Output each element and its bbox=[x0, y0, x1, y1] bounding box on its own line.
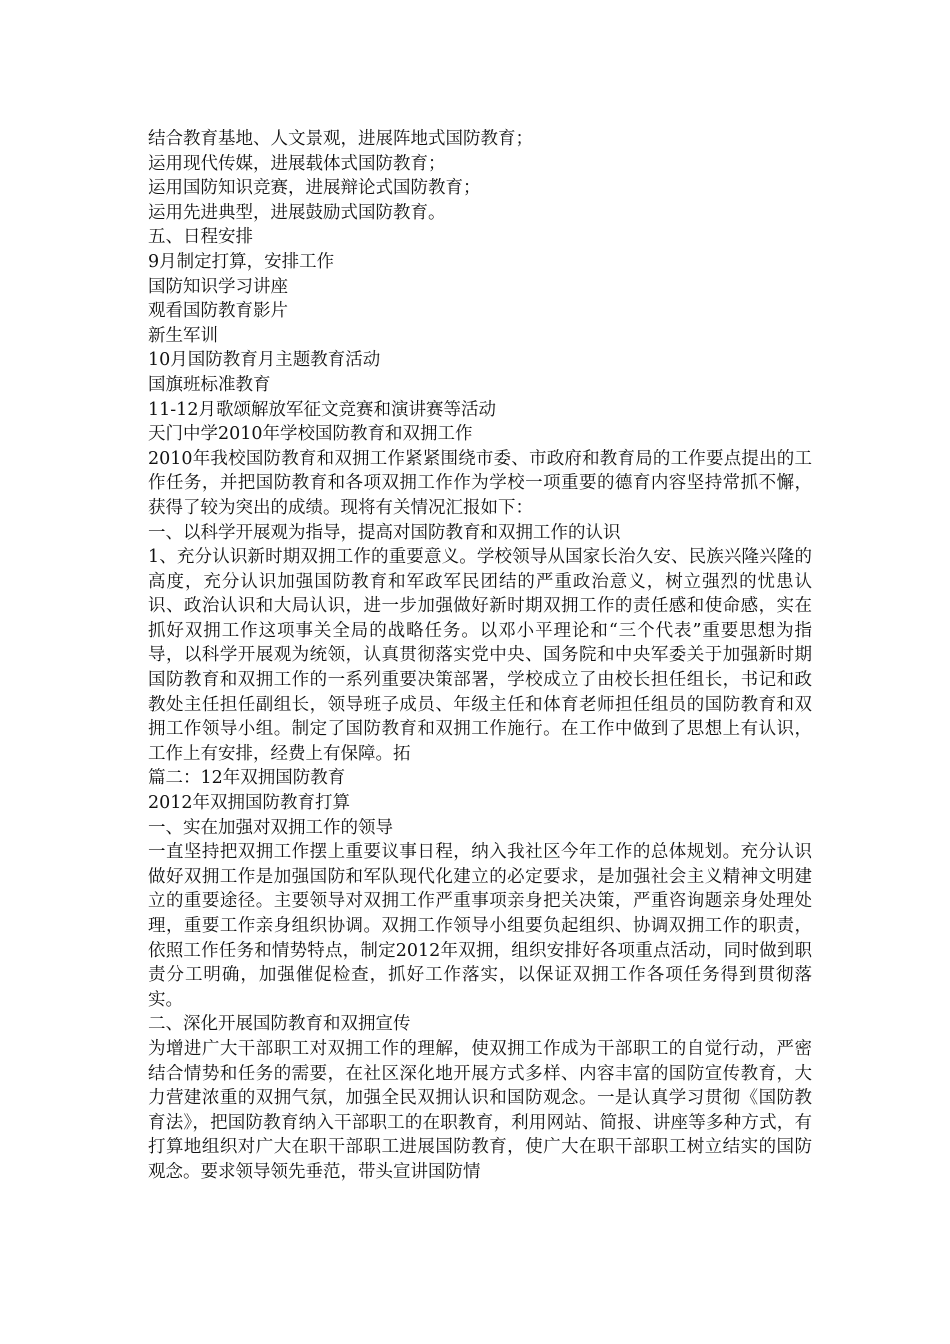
paragraph-awareness: 1、充分认识新时期双拥工作的重要意义。学校领导从国家长治久安、民族兴隆兴隆的高度，充分认识加强国防教育和军政军民团结的严重政治意义，树立强烈的忧患认识、政治认识和大局认识，进一步加强做好新时期双拥工作的责任感和使命感，实在抓好双拥工作这项事关全局的战略任务。以邓小平理论和“三个代表”重要思想为指导，以科学开展观为统领，认真贯彻落实党中央、国务院和中央军委关于加强新时期国防教育和双拥工作的一系列重要决策部署，学校成立了由校长担任组长，书记和政教处主任担任副组长，领导班子成员、年级主任和体育老师担任组员的国防教育和双拥工作领导小组。制定了国防教育和双拥工作施行。在工作中做到了思想上有认识，工作上有安排，经费上有保障。拓 bbox=[148, 547, 812, 764]
article-subtitle: 2012年双拥国防教育打算 bbox=[148, 793, 351, 814]
schedule-item: 国旗班标准教育 bbox=[148, 374, 271, 395]
section-heading: 一、以科学开展观为指导，提高对国防教育和双拥工作的认识 bbox=[148, 522, 621, 543]
text-line: 运用现代传媒，进展载体式国防教育； bbox=[148, 153, 446, 174]
article-title: 篇二：12年双拥国防教育 bbox=[148, 768, 346, 789]
text-line: 运用先进典型，进展鼓励式国防教育。 bbox=[148, 202, 446, 223]
section-heading: 一、实在加强对双拥工作的领导 bbox=[148, 817, 393, 838]
paragraph-2010-summary: 2010年我校国防教育和双拥工作紧紧围绕市委、市政府和教育局的工作要点提出的工作任务，并把国防教育和各项双拥工作作为学校一项重要的德育内容坚持常抓不懈，获得了较为突出的成绩。现将有关情况汇报如下： bbox=[148, 448, 812, 518]
schedule-item: 11-12月歌颂解放军征文竞赛和演讲赛等活动 bbox=[148, 399, 496, 420]
section-heading: 五、日程安排 bbox=[148, 227, 253, 248]
text-line: 结合教育基地、人文景观，进展阵地式国防教育； bbox=[148, 129, 533, 149]
text-line: 运用国防知识竞赛，进展辩论式国防教育； bbox=[148, 178, 481, 199]
section-heading: 二、深化开展国防教育和双拥宣传 bbox=[148, 1014, 411, 1035]
paragraph-publicity: 为增进广大干部职工对双拥工作的理解，使双拥工作成为干部职工的自觉行动，严密结合情势和任务的需要，在社区深化地开展方式多样、内容丰富的国防宣传教育，大力营建浓重的双拥气氛，加强全民双拥认识和国防观念。一是认真学习贯彻《国防教育法》，把国防教育纳入干部职工的在职教育，利用网站、简报、讲座等多种方式，有打算地组织对广大在职干部职工进展国防教育，使广大在职干部职工树立结实的国防观念。要求领导领先垂范，带头宣讲国防情 bbox=[148, 1038, 812, 1182]
paragraph-leadership: 一直坚持把双拥工作摆上重要议事日程，纳入我社区今年工作的总体规划。充分认识做好双拥工作是加强国防和军队现代化建立的必定要求，是加强社会主义精神文明建立的重要途径。主要领导对双拥工作严重事项亲身把关决策，严重咨询题亲身处理处理，重要工作亲身组织协调。双拥工作领导小组要负起组织、协调双拥工作的职责，依照工作任务和情势特点，制定2012年双拥，组织安排好各项重点活动，同时做到职责分工明确，加强催促检查，抓好工作落实，以保证双拥工作各项任务得到贯彻落实。 bbox=[148, 842, 812, 1010]
schedule-item: 新生军训 bbox=[148, 325, 218, 346]
article-title: 天门中学2010年学校国防教育和双拥工作 bbox=[148, 424, 473, 445]
document-body bbox=[148, 127, 812, 1185]
schedule-item: 10月国防教育月主题教育活动 bbox=[148, 350, 381, 371]
schedule-item: 观看国防教育影片 bbox=[148, 301, 288, 322]
schedule-item: 9月制定打算，安排工作 bbox=[148, 251, 335, 272]
schedule-item: 国防知识学习讲座 bbox=[148, 276, 288, 297]
